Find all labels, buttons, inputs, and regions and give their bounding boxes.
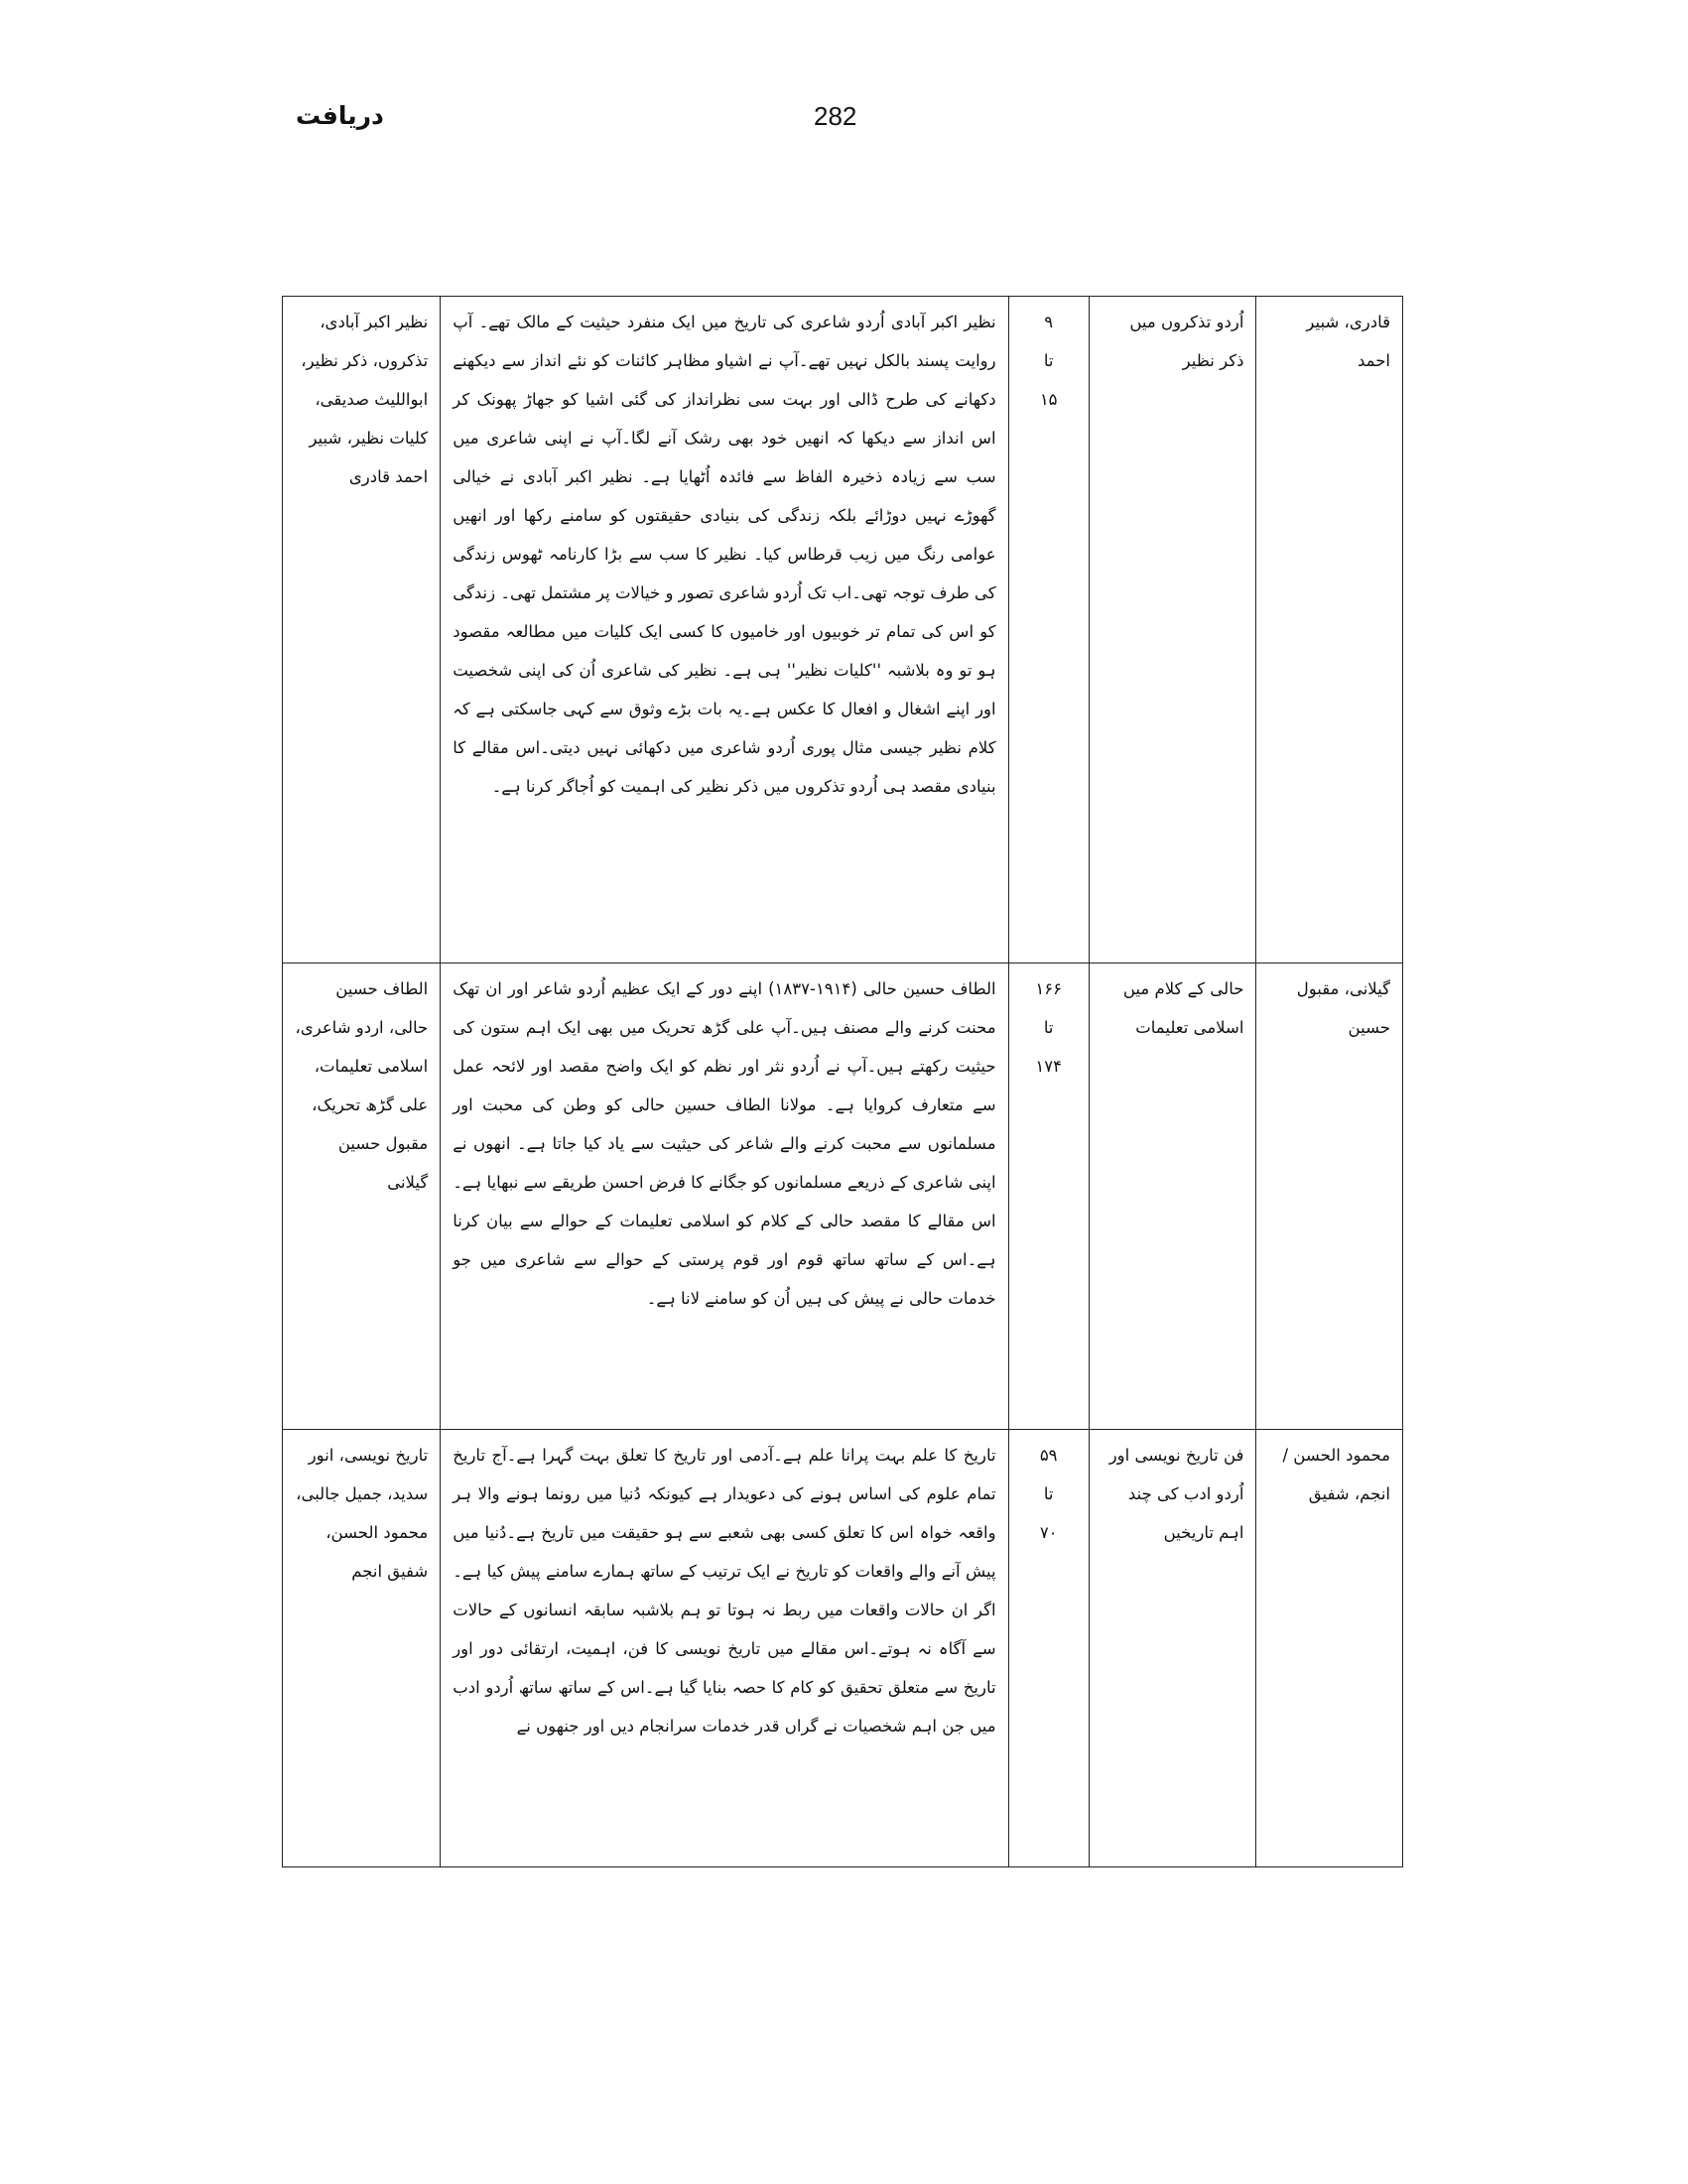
page-range-separator: تا xyxy=(1043,351,1054,370)
summary-cell: نظیر اکبر آبادی اُردو شاعری کی تاریخ میں ایک منفرد حیثیت کے مالک تھے۔ آپ روایت پسند بالکل نہیں تھے۔آپ نے اشیاو مظاہر کائنات کو نئے انداز سے دیکھنے دکھانے کی طرح ڈالی اور بہت سی نظرانداز کی گئی اشیا کو جھاڑ پھونک کر اس انداز سے دیکھا کہ انھیں خود بھی رشک آنے لگا۔آپ نے اپنی شاعری میں سب سے زیادہ ذخیرہ الفاظ سے فائدہ اُٹھایا ہے۔ نظیر اکبر آبادی نے خیالی گھوڑے نہیں دوڑائے بلکہ زندگی کی بنیادی حقیقتوں کو سامنے رکھا اور انھیں عوامی رنگ میں زیب قرطاس کیا۔ نظیر کا سب سے بڑا کارنامہ ٹھوس زندگی کی طرف توجہ تھی۔اب تک اُردو شاعری تصور و خیالات پر مشتمل تھی۔ زندگی کو اس کی تمام تر خوبیوں اور خامیوں کا کسی ایک کلیات میں مطالعہ مقصود ہو تو وہ بلاشبہ ''کلیات نظیر'' ہی ہے۔ نظیر کی شاعری اُن کی اپنی شخصیت اور اپنے اشغال و افعال کا عکس ہے۔یہ بات بڑے وثوق سے کہی جاسکتی ہے کہ کلام نظیر جیسی مثال پوری اُردو شاعری میں دکھائی نہیں دیتی۔اس مقالے کا بنیادی مقصد ہی اُردو تذکروں میں ذکر نظیر کی اہمیت کو اُجاگر کرنا ہے۔ xyxy=(441,297,1008,964)
bibliography-table xyxy=(282,296,1403,1867)
page-range-separator: تا xyxy=(1043,1018,1054,1037)
article-title-cell: اُردو تذکروں میں ذکر نظیر xyxy=(1089,297,1256,964)
page-end: ۱۷۴ xyxy=(1035,1057,1062,1076)
article-title-cell: حالی کے کلام میں اسلامی تعلیمات xyxy=(1089,964,1256,1430)
pages-cell xyxy=(1008,964,1089,1430)
pages-cell xyxy=(1008,1430,1089,1867)
keywords-cell: نظیر اکبر آبادی، تذکروں، ذکر نظیر، ابواللیث صدیقی، کلیات نظیر، شبیر احمد قادری xyxy=(283,297,441,964)
keywords-cell: الطاف حسین حالی، اردو شاعری، اسلامی تعلیمات، علی گڑھ تحریک، مقبول حسین گیلانی xyxy=(283,964,441,1430)
page-start: ۵۹ xyxy=(1039,1446,1058,1465)
table-row xyxy=(283,297,1403,964)
journal-title: دریافت xyxy=(296,101,384,130)
page-number: 282 xyxy=(814,101,857,131)
summary-cell: الطاف حسین حالی (۱۹۱۴-۱۸۳۷) اپنے دور کے ایک عظیم اُردو شاعر اور ان تھک محنت کرنے والے مصنف ہیں۔آپ علی گڑھ تحریک میں بھی ایک اہم ستون کی حیثیت رکھتے ہیں۔آپ نے اُردو نثر اور نظم کو ایک واضح مقصد اور لائحہ عمل سے متعارف کروایا ہے۔ مولانا الطاف حسین حالی کو وطن کی محبت اور مسلمانوں سے محبت کرنے والے شاعر کی حیثیت سے یاد کیا جاتا ہے۔ انھوں نے اپنی شاعری کے ذریعے مسلمانوں کو جگانے کا فرض احسن طریقے سے نبھایا ہے۔اس مقالے کا مقصد حالی کے کلام کو اسلامی تعلیمات کے حوالے سے بیان کرنا ہے۔اس کے ساتھ ساتھ قوم اور قوم پرستی کے حوالے سے شاعری میں جو خدمات حالی نے پیش کی ہیں اُن کو سامنے لانا ہے۔ xyxy=(441,964,1008,1430)
author-cell: گیلانی، مقبول حسین xyxy=(1256,964,1403,1430)
article-title-cell: فن تاریخ نویسی اور اُردو ادب کی چند اہم تاریخیں xyxy=(1089,1430,1256,1867)
table-row xyxy=(283,964,1403,1430)
table-row xyxy=(283,1430,1403,1867)
summary-cell: تاریخ کا علم بہت پرانا علم ہے۔آدمی اور تاریخ کا تعلق بہت گہرا ہے۔آج تاریخ تمام علوم کی اساس ہونے کی دعویدار ہے کیونکہ دُنیا میں رونما ہونے والا ہر واقعہ خواہ اس کا تعلق کسی بھی شعبے سے ہو حقیقت میں تاریخ ہے۔دُنیا میں پیش آنے والے واقعات کو تاریخ نے ایک ترتیب کے ساتھ ہمارے سامنے پیش کیا ہے۔ اگر ان حالات واقعات میں ربط نہ ہوتا تو ہم بلاشبہ سابقہ انسانوں کے حالات سے آگاہ نہ ہوتے۔اس مقالے میں تاریخ نویسی کا فن، اہمیت، ارتقائی دور اور تاریخ سے متعلق تحقیق کو کام کا حصہ بنایا گیا ہے۔اس کے ساتھ ساتھ اُردو ادب میں جن اہم شخصیات نے گراں قدر خدمات سرانجام دیں اور جنھوں نے xyxy=(441,1430,1008,1867)
author-cell: قادری، شبیر احمد xyxy=(1256,297,1403,964)
author-cell: محمود الحسن / انجم، شفیق xyxy=(1256,1430,1403,1867)
page-start: ۱۶۶ xyxy=(1035,979,1062,998)
page-start: ۹ xyxy=(1044,313,1054,331)
pages-cell xyxy=(1008,297,1089,964)
page-end: ۱۵ xyxy=(1039,390,1058,409)
keywords-cell: تاریخ نویسی، انور سدید، جمیل جالبی، محمود الحسن، شفیق انجم xyxy=(283,1430,441,1867)
page-range-separator: تا xyxy=(1043,1484,1054,1503)
page-end: ۷۰ xyxy=(1039,1523,1058,1542)
